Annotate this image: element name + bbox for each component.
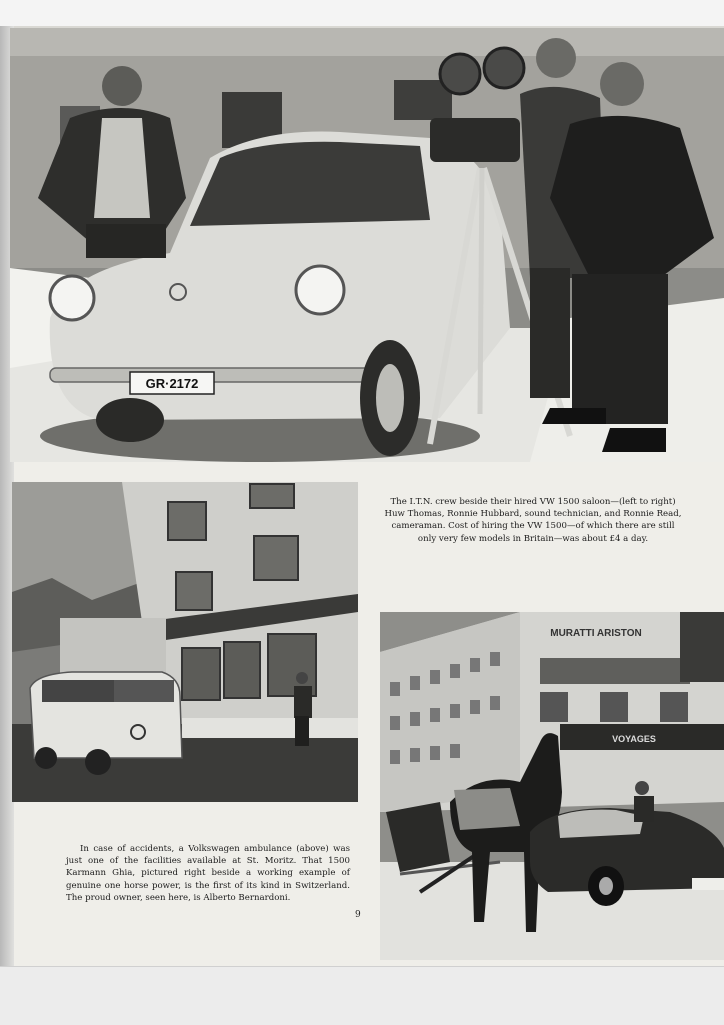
caption-ambulance-karmann-ghia: In case of accidents, a Volkswagen ambulance (above) was just one of the facilities available at St. Moritz. That 1500 Karmann Ghia, pictured right beside a working example of genuine one horse power, is the first of its kind in Switzerland. The proud owner, seen here, is Alberto Bernardoni. <box>66 844 350 903</box>
page-number: 9 <box>355 910 361 920</box>
photo-crew-vw-1500 <box>10 28 724 462</box>
caption-crew: The I.T.N. crew beside their hired VW 1500 saloon—(left to right) Huw Thomas, Ronnie Hubbard, sound technician, and Ronnie Read, cameraman. Cost of hiring the VW 1500—of which there are still only very few models in Britain—was about £4 a day. <box>384 497 682 544</box>
photo-vw-ambulance <box>12 482 358 802</box>
shop-sign-text: VOYAGES <box>612 734 656 744</box>
photo-karmann-ghia-horse <box>380 612 724 960</box>
hotel-sign-text: MURATTI ARISTON <box>550 628 642 639</box>
scan-margin-top <box>0 0 724 26</box>
license-plate-text: GR·2172 <box>145 376 199 391</box>
scan-margin-bottom <box>0 966 724 1025</box>
